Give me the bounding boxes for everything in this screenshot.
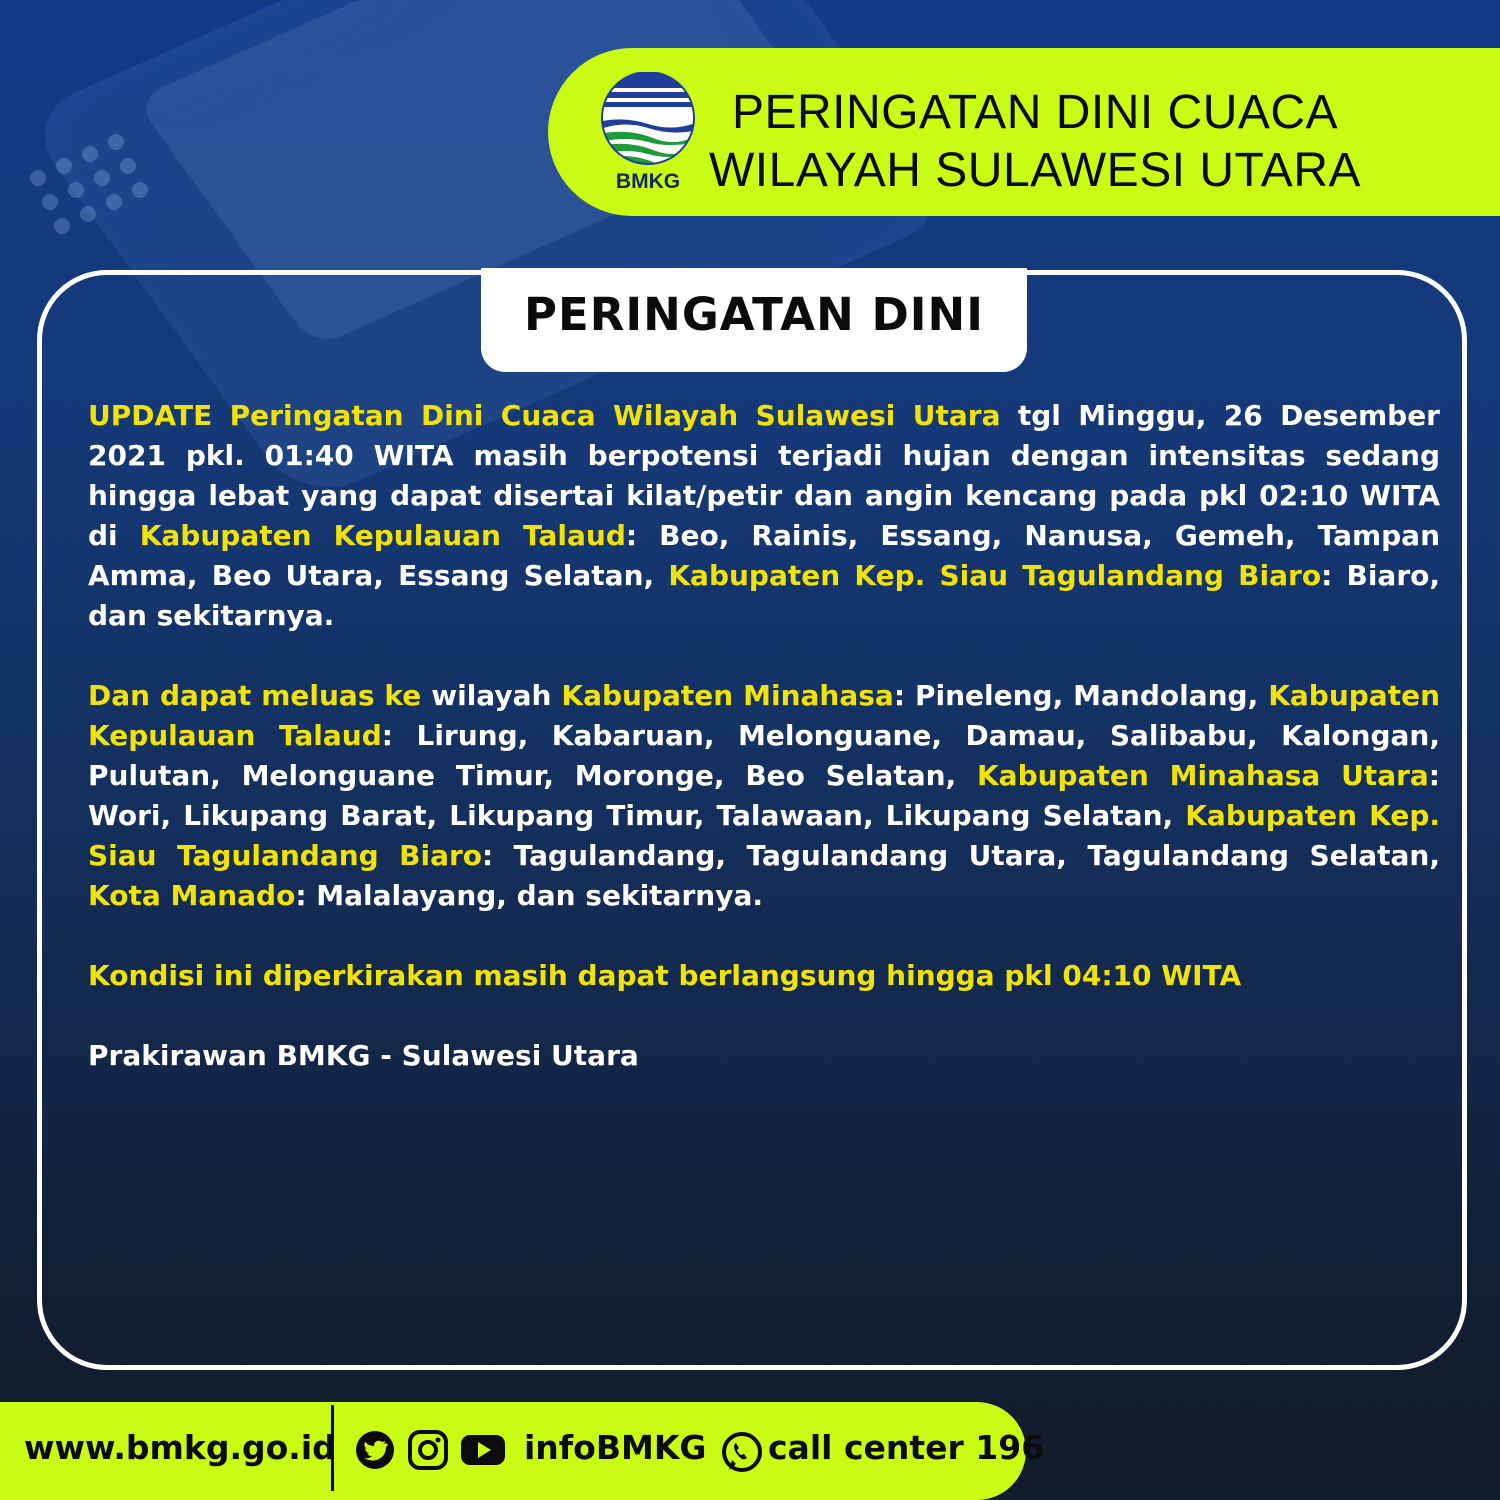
social-handle[interactable]: infoBMKG — [524, 1428, 707, 1467]
header-title-line1: PERINGATAN DINI CUACA — [731, 86, 1339, 139]
body-text-run: tgl Minggu, 26 Desember 2021 pkl. 01:40 WITA masih berpotensi terjadi hujan dengan intensitas sedang hingga lebat yang dapat disertai kilat/petir dan angin kencang pada pkl 02:10 WITA di — [88, 399, 1440, 552]
highlighted-text: Kabupaten Minahasa Utara — [976, 759, 1429, 792]
instagram-icon[interactable] — [408, 1430, 448, 1470]
highlighted-text: Kabupaten Kepulauan Talaud — [139, 519, 626, 552]
twitter-icon[interactable] — [355, 1430, 395, 1470]
bmkg-logo-icon — [598, 72, 698, 172]
tab-title: PERINGATAN DINI — [524, 288, 984, 341]
highlighted-text: Kabupaten Kepulauan Talaud — [88, 679, 1441, 752]
body-text-run: : Tagulandang, Tagulandang Utara, Tagulandang Selatan, — [482, 839, 1441, 872]
warning-paragraph-1 — [88, 396, 1440, 636]
header-title-line2: WILAYAH SULAWESI UTARA — [709, 144, 1361, 197]
body-text-run: : Pineleng, Mandolang, — [893, 679, 1269, 712]
highlighted-text: Kota Manado — [88, 879, 296, 912]
highlighted-text: Kabupaten Kep. Siau Tagulandang Biaro — [88, 799, 1441, 872]
youtube-icon[interactable] — [460, 1430, 506, 1470]
warning-paragraph-3: Kondisi ini diperkirakan masih dapat berlangsung hingga pkl 04:10 WITA — [88, 959, 1242, 992]
body-text-run: wilayah — [421, 679, 562, 712]
header-title — [700, 84, 1370, 200]
body-text-run: : Malalayang, dan sekitarnya. — [295, 879, 763, 912]
body-text-run: : Beo, Rainis, Essang, Nanusa, Gemeh, Tampan Amma, Beo Utara, Essang Selatan, — [88, 519, 1441, 592]
highlighted-text: Kabupaten Minahasa — [561, 679, 894, 712]
logo-text: BMKG — [615, 170, 681, 193]
highlighted-text: UPDATE Peringatan Dini Cuaca Wilayah Sulawesi Utara — [88, 399, 1001, 432]
warning-paragraph-2 — [88, 676, 1440, 916]
body-text-run: : Wori, Likupang Barat, Likupang Timur, Talawaan, Likupang Selatan, — [88, 759, 1440, 832]
body-text-run: : Lirung, Kabaruan, Melonguane, Damau, Salibabu, Kalongan, Pulutan, Melonguane Timur, Moronge, Beo Selatan, — [88, 719, 1440, 792]
highlighted-text: Kabupaten Kep. Siau Tagulandang Biaro — [668, 559, 1322, 592]
body-text-run: : Biaro, dan sekitarnya. — [88, 559, 1441, 632]
warning-body — [88, 396, 1440, 1116]
phone-icon[interactable] — [720, 1430, 764, 1474]
website-link[interactable]: www.bmkg.go.id — [24, 1428, 336, 1467]
forecaster-signature: Prakirawan BMKG - Sulawesi Utara — [88, 1039, 639, 1072]
highlighted-text: Dan dapat meluas ke — [88, 679, 422, 712]
title-tab — [481, 268, 1027, 372]
bmkg-logo — [598, 72, 698, 192]
call-center[interactable]: call center 196 — [768, 1428, 1045, 1467]
